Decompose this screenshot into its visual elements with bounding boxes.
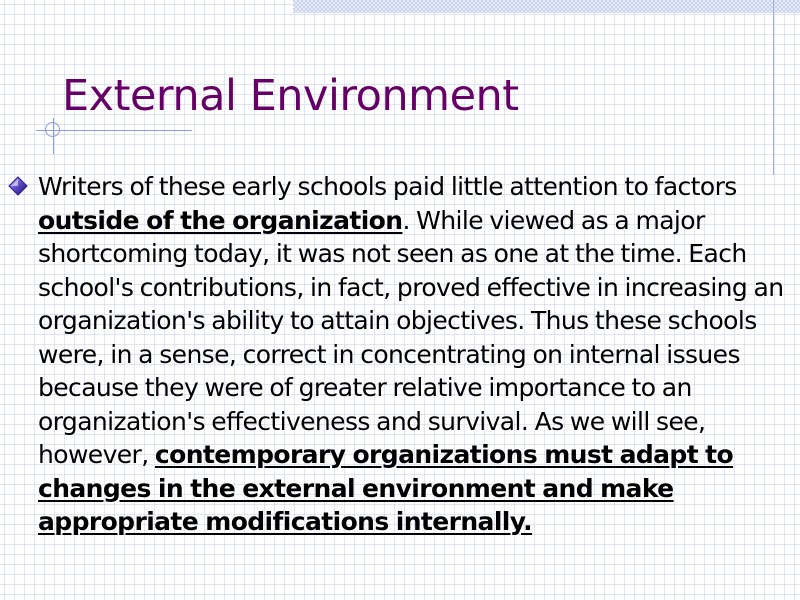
slide-title: External Environment: [62, 71, 519, 121]
top-decorative-band: [293, 0, 800, 13]
emphasis-contemporary-organizations: contemporary organizations must adapt to changes in the external environment and make appropriate modifications internally.: [38, 440, 734, 536]
paragraph-text-2: . While viewed as a major shortcoming today, it was not seen as one at the time. Each school's contributions, in fact, proved effective in increasing an organization's ability to attain objectives. Thus these schools were, in a sense, correct in concentrating on internal issues because they were of greater relative importance to an organization's effectiveness and survival. As we will see, however,: [38, 205, 784, 469]
body-paragraph: [38, 170, 793, 539]
emphasis-outside-organization: outside of the organization: [38, 205, 403, 235]
paragraph-text-1: Writers of these early schools paid little attention to factors: [38, 172, 737, 201]
crosshair-circle-decoration: [45, 122, 60, 137]
diamond-bullet-icon: [7, 175, 29, 197]
right-decorative-line: [773, 0, 774, 175]
